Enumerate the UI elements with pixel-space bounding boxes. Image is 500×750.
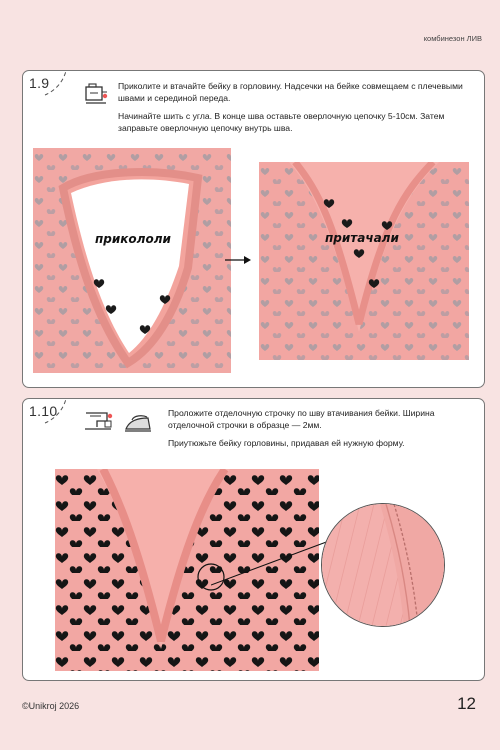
- photo-binding-pinned: [33, 148, 231, 373]
- overlock-machine-icon: [83, 81, 109, 107]
- sewing-machine-icon: [83, 407, 115, 433]
- step-card-1-10: [22, 398, 485, 681]
- arrow-right-icon: [223, 253, 253, 267]
- step-1-10-text-1: Проложите отделочную строчку по шву втачивания бейки. Ширина отделочной строчки в образце — 2мм.: [168, 408, 435, 430]
- step-1-9-instructions: [118, 81, 473, 141]
- photo-2-label: притачали: [325, 231, 399, 245]
- step-1-10-text-2: Приутюжьте бейку горловины, придавая ей нужную форму.: [168, 438, 405, 448]
- page-number: 12: [457, 694, 476, 713]
- step-1-9-text-1: Приколите и втачайте бейку в горловину. Надсечки на бейке совмещаем с плечевыми швами и серединой переда.: [118, 81, 463, 103]
- zoom-detail-topstitch: [321, 503, 445, 627]
- step-1-9-text-2: Начинайте шить с угла. В конце шва оставьте оверлочную цепочку 5-10см. Затем заправьте оверлочную цепочку внутрь шва.: [118, 111, 445, 133]
- document-header: комбинезон ЛИВ: [423, 34, 482, 43]
- photo-1-label: прикололи: [95, 232, 171, 246]
- iron-icon: [123, 411, 153, 433]
- step-card-1-9: [22, 70, 485, 388]
- copyright: ©Unikroj 2026: [22, 701, 80, 711]
- step-number: 1.9: [29, 75, 50, 91]
- step-1-10-instructions: [168, 408, 468, 457]
- photo-binding-stitched: [259, 162, 469, 360]
- step-number: 1.10: [29, 403, 58, 419]
